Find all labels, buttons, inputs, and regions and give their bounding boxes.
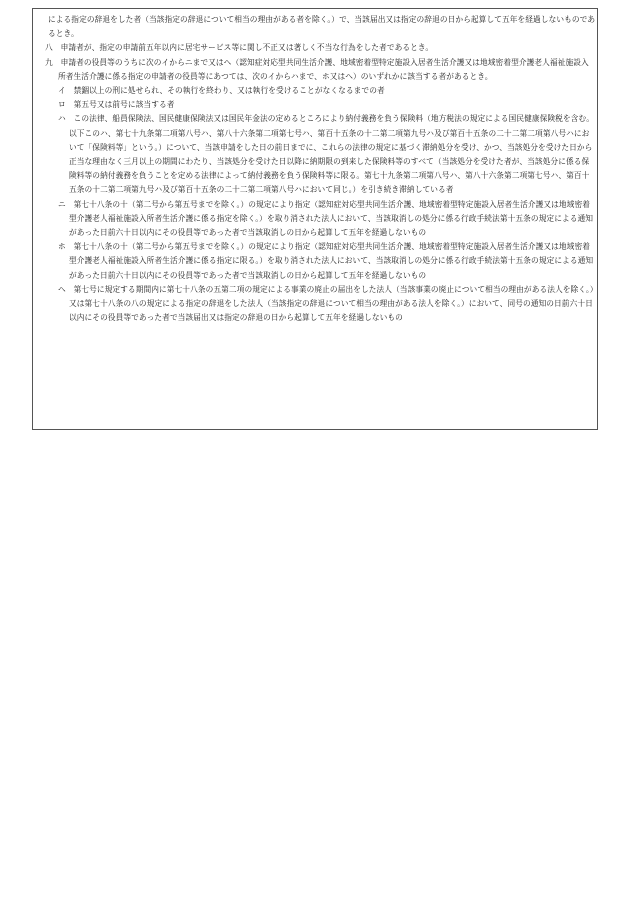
subitem-text: 第五号又は前号に該当する者 (73, 100, 175, 110)
subitem-marker: イ (58, 86, 66, 96)
subitem-marker: ハ (58, 114, 66, 124)
document-body (36, 13, 596, 325)
subitem-marker: ロ (58, 100, 66, 110)
subitem-he (36, 283, 596, 326)
subitem-marker: ニ (58, 199, 66, 209)
subitem-text: 第七十八条の十（第二号から第五号までを除く。）の規定により指定（認知症対応型共同生活介護、地域密着型特定施設入居者生活介護又は地域密着型介護老人福祉施設入所者生活介護に係る指定を除く。）を取り消された法人において、当該取消しの処分に係る行政手続法第十五条の規定による通知があった日前六十日以内にその役員等であった者で当該取消しの日から起算して五年を経過しないもの (69, 199, 594, 238)
subitem-marker: ヘ (58, 284, 66, 294)
subitem-ho (36, 240, 596, 283)
item-text: 申請者が、指定の申請前五年以内に居宅サービス等に関し不正又は著しく不当な行為をした者であるとき。 (60, 43, 434, 53)
subitem-text: 第七十八条の十（第二号から第五号までを除く。）の規定により指定（認知症対応型共同生活介護、地域密着型特定施設入居者生活介護又は地域密着型介護老人福祉施設入所者生活介護に係る指定に限る。）を取り消された法人において、当該取消しの処分に係る行政手続法第十五条の規定による通知があった日前六十日以内にその役員等であった者で当該取消しの日から起算して五年を経過しないもの (69, 242, 594, 280)
subitem-text: 第七号に規定する期間内に第七十八条の五第二項の規定による事業の廃止の届出をした法人（当該事業の廃止について相当の理由がある法人を除く。）又は第七十八条の八の規定による指定の辞退をした法人（当該指定の辞退について相当の理由がある法人を除く。）において、同号の通知の日前六十日以内にその役員等であった者で当該届出又は指定の辞退の日から起算して五年を経過しないもの (69, 284, 594, 323)
item-number: 八 (45, 43, 53, 53)
subitem-ni (36, 198, 596, 241)
subitem-i (36, 84, 596, 98)
item-nine (36, 56, 596, 84)
subitem-ro (36, 98, 596, 112)
item-number: 九 (45, 57, 53, 67)
continuation-paragraph: による指定の辞退をした者（当該指定の辞退について相当の理由がある者を除く。）で、当該届出又は指定の辞退の日から起算して五年を経過しないものであるとき。 (48, 15, 596, 39)
item-eight (36, 41, 596, 55)
item-text: 申請者の役員等のうちに次のイからニまで又はヘ（認知症対応型共同生活介護、地域密着型特定施設入居者生活介護又は地域密着型介護老人福祉施設入所者生活介護に係る指定の申請者の役員等にあつては、次のイからハまで、ホ又はヘ）のいずれかに該当する者があるとき。 (58, 57, 589, 81)
subitem-ha (36, 112, 596, 197)
subitem-text: この法律、船員保険法、国民健康保険法又は国民年金法の定めるところにより納付義務を負う保険料（地方税法の規定による国民健康保険税を含む。以下このハ、第七十九条第二項第八号ハ、第八十六条第二項第七号ハ、第百十五条の十二第二項第九号ハ及び第百十五条の二十二第二項第八号ハにおいて「保険料等」という。）について、当該申請をした日の前日までに、これらの法律の規定に基づく滞納処分を受け、かつ、当該処分を受けた日から正当な理由なく三月以上の期間にわたり、当該処分を受けた日以降に納期限の到来した保険料等のすべて（当該処分を受けた者が、当該処分に係る保険料等の納付義務を負うことを定める法律によって納付義務を負う保険料等に限る。第七十九条第二項第八号ハ、第八十六条第二項第七号ハ、第百十五条の十二第二項第九号ハ及び第百十五条の二十二第二項第八号ハにおいて同じ。）を引き続き滞納している者 (69, 114, 594, 195)
subitem-marker: ホ (58, 242, 66, 252)
subitem-text: 禁錮以上の刑に処せられ、その執行を終わり、又は執行を受けることがなくなるまでの者 (73, 86, 385, 96)
